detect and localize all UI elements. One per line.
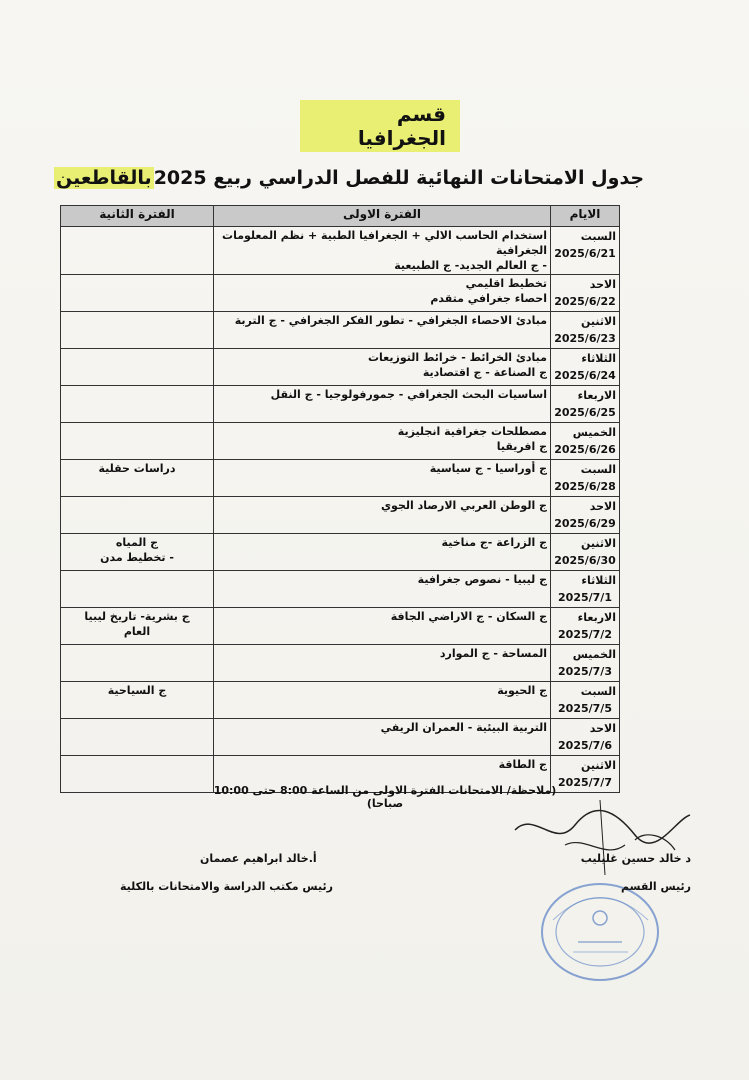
- period1-line1: ج الزراعة -ج مناخية: [441, 536, 547, 549]
- day-name: الثلاثاء: [581, 574, 616, 587]
- period1-line1: ج الوطن العربي الارصاد الجوي: [380, 499, 547, 512]
- period1-line1: ج أوراسيا - ج سياسية: [429, 462, 547, 475]
- day-date: 2025/6/25: [554, 406, 616, 419]
- table-row: [61, 534, 620, 571]
- period1-line1: ج السكان - ج الاراضي الجافة: [390, 610, 547, 623]
- period2-cell: ج السياحية: [61, 682, 214, 719]
- period1-cell: [214, 227, 551, 275]
- period2-cell: [61, 756, 214, 793]
- period2-cell: [61, 645, 214, 682]
- day-date: 2025/7/6: [558, 739, 612, 752]
- period1-line1: ج ليبيا - نصوص جغرافية: [417, 573, 547, 586]
- day-cell: [551, 534, 620, 571]
- period1-line2: احصاء جغرافي متقدم: [430, 292, 547, 305]
- period2-cell: [61, 227, 214, 275]
- day-date: 2025/6/29: [554, 517, 616, 530]
- period1-cell: [214, 497, 551, 534]
- table-row: [61, 460, 620, 497]
- day-cell: [551, 682, 620, 719]
- period2-cell: [61, 423, 214, 460]
- period1-cell: [214, 386, 551, 423]
- day-name: السبت: [580, 230, 616, 243]
- day-name: الاربعاء: [577, 389, 616, 402]
- period1-line2: ج افريقيا: [496, 440, 547, 453]
- period2-cell: [61, 719, 214, 756]
- schedule-title: [54, 160, 645, 196]
- schedule-title-main: جدول الامتحانات النهائية للفصل الدراسي ربيع 2025: [153, 167, 645, 189]
- period1-cell: [214, 608, 551, 645]
- day-date: 2025/7/7: [558, 776, 612, 789]
- day-cell: [551, 608, 620, 645]
- period1-cell: [214, 571, 551, 608]
- period1-cell: [214, 460, 551, 497]
- day-date: 2025/6/21: [554, 247, 616, 260]
- day-date: 2025/6/26: [554, 443, 616, 456]
- day-date: 2025/6/24: [554, 369, 616, 382]
- period1-line1: استخدام الحاسب الالي + الجغرافيا الطبية + نظم المعلومات الجغرافية: [222, 229, 547, 257]
- table-row: [61, 682, 620, 719]
- period2-cell: ج المياه - تخطيط مدن: [61, 534, 214, 571]
- period1-line1: المساحة - ج الموارد: [439, 647, 547, 660]
- day-date: 2025/7/1: [558, 591, 612, 604]
- day-cell: [551, 571, 620, 608]
- day-date: 2025/7/3: [558, 665, 612, 678]
- table-row: [61, 719, 620, 756]
- day-cell: [551, 497, 620, 534]
- day-cell: [551, 275, 620, 312]
- table-row: [61, 423, 620, 460]
- day-date: 2025/6/28: [554, 480, 616, 493]
- period1-line1: مبادئ الاحصاء الجغرافي - تطور الفكر الجغرافي - ج التربة: [234, 314, 547, 327]
- day-cell: [551, 423, 620, 460]
- day-name: الاحد: [589, 722, 616, 735]
- table-row: [61, 608, 620, 645]
- period2-cell: [61, 386, 214, 423]
- period2-cell: [61, 275, 214, 312]
- day-cell: [551, 349, 620, 386]
- day-date: 2025/6/30: [554, 554, 616, 567]
- day-cell: [551, 719, 620, 756]
- period1-line1: التربية البيئية - العمران الريفي: [380, 721, 547, 734]
- period2-cell: [61, 349, 214, 386]
- period1-cell: [214, 645, 551, 682]
- period2-cell: دراسات حقلية: [61, 460, 214, 497]
- note-text: (ملاحظة/ الامتحانات الفترة الاولى من الساعة 8:00 حتى 10:00 صباحا): [213, 784, 557, 810]
- day-name: الاحد: [589, 278, 616, 291]
- official-stamp: [538, 880, 663, 985]
- period1-line1: مصطلحات جغرافية انجليزية: [397, 425, 547, 438]
- period2-cell: [61, 571, 214, 608]
- period1-cell: [214, 312, 551, 349]
- day-name: الاحد: [589, 500, 616, 513]
- period1-line1: اساسيات البحث الجغرافي - جمورفولوجيا - ج النقل: [270, 388, 547, 401]
- period1-line1: مبادئ الخرائط - خرائط التوزيعات: [368, 351, 547, 364]
- day-name: الاثنين: [581, 537, 616, 550]
- day-name: الخميس: [572, 426, 616, 439]
- period1-cell: [214, 349, 551, 386]
- period1-cell: [214, 719, 551, 756]
- period1-line2: - ج العالم الجديد- ج الطبيعية: [394, 259, 547, 272]
- table-row: [61, 349, 620, 386]
- period1-cell: [214, 275, 551, 312]
- header-days: الايام: [551, 206, 620, 227]
- period2-cell: [61, 497, 214, 534]
- period1-line2: ج الصناعة - ج اقتصادية: [422, 366, 547, 379]
- period2-cell: [61, 312, 214, 349]
- day-name: السبت: [580, 685, 616, 698]
- day-cell: [551, 312, 620, 349]
- table-row: [61, 386, 620, 423]
- table-header-row: [61, 206, 620, 227]
- day-cell: [551, 386, 620, 423]
- signature-left-name: أ.خالد ابراهيم عصمان: [200, 852, 317, 865]
- department-title-text: قسم الجغرافيا: [300, 100, 460, 152]
- day-date: 2025/6/23: [554, 332, 616, 345]
- table-row: [61, 312, 620, 349]
- table-row: [61, 497, 620, 534]
- table-row: [61, 275, 620, 312]
- department-title: [300, 102, 460, 150]
- period1-cell: [214, 682, 551, 719]
- period1-line1: ج الطاقة: [498, 758, 547, 771]
- period1-cell: [214, 423, 551, 460]
- header-period2: الفترة الثانية: [61, 206, 214, 227]
- day-cell: [551, 227, 620, 275]
- signature-right-name: د خالد حسين غليليب: [580, 852, 691, 865]
- day-name: السبت: [580, 463, 616, 476]
- table-row: [61, 227, 620, 275]
- day-cell: [551, 460, 620, 497]
- day-date: 2025/7/5: [558, 702, 612, 715]
- table-row: [61, 645, 620, 682]
- table-row: [61, 571, 620, 608]
- day-name: الخميس: [572, 648, 616, 661]
- period1-line1: ج الحيوية: [497, 684, 547, 697]
- day-name: الاثنين: [581, 315, 616, 328]
- header-period1: الفترة الاولى: [214, 206, 551, 227]
- period2-cell: ج بشرية- تاريخ ليبيا العام: [61, 608, 214, 645]
- day-date: 2025/7/2: [558, 628, 612, 641]
- period1-cell: [214, 534, 551, 571]
- day-cell: [551, 645, 620, 682]
- signature-scribble: [505, 790, 695, 880]
- day-name: الاثنين: [581, 759, 616, 772]
- period1-line1: تخطيط اقليمي: [465, 277, 547, 290]
- day-name: الاربعاء: [577, 611, 616, 624]
- signature-left-role: رئيس مكتب الدراسة والامتحانات بالكلية: [120, 880, 333, 893]
- schedule-title-highlight: بالقاطعين: [56, 167, 152, 189]
- signature-right-role: رئيس القسم: [621, 880, 691, 893]
- day-name: الثلاثاء: [581, 352, 616, 365]
- exam-schedule-table: [60, 205, 620, 793]
- day-date: 2025/6/22: [554, 295, 616, 308]
